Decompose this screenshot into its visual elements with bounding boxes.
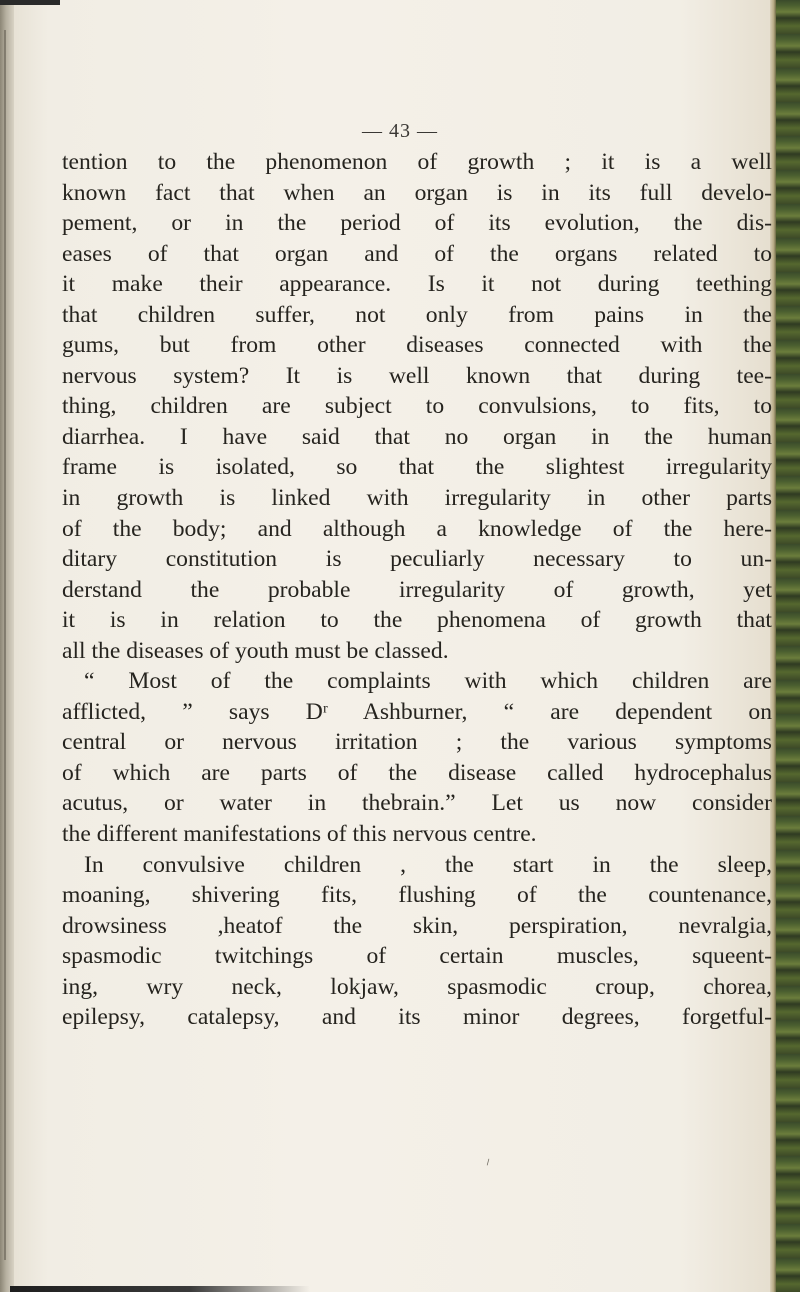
gutter-line [4,30,6,1260]
scan-border-top [0,0,60,5]
text-line: it is in relation to the phenomena of growth that [62,607,772,634]
text-line: epilepsy, catalepsy, and its minor degrees, forgetful- [62,1004,772,1031]
text-line-paragraph-start: “ Most of the complaints with which children are [84,668,772,695]
text-line: thing, children are subject to convulsions, to fits, to [62,393,772,420]
text-line-paragraph-start: In convulsive children , the start in the sleep, [84,851,772,878]
text-line: afflicted, ” says Dʳ Ashburner, “ are dependent on [62,698,772,725]
text-line: it make their appearance. Is it not during teething [62,271,772,298]
text-line: frame is isolated, so that the slightest irregularity [62,454,772,481]
ink-mark: ⸝ [480,1152,494,1169]
text-line: diarrhea. I have said that no organ in the human [62,423,772,450]
text-line: spasmodic twitchings of certain muscles, squeent- [62,943,772,970]
text-line: of the body; and although a knowledge of the here- [62,515,772,542]
text-line: that children suffer, not only from pains in the [62,301,772,328]
page-gutter-edge [0,0,14,1292]
text-line: of which are parts of the disease called hydrocephalus [62,759,772,786]
text-line: moaning, shivering fits, flushing of the countenance, [62,882,772,909]
scan-border-bottom [10,1286,310,1292]
book-cover-edge [772,0,800,1292]
text-line: derstand the probable irregularity of growth, yet [62,576,772,603]
text-line-paragraph-end: the different manifestations of this nervous centre. [62,821,537,848]
text-line: in growth is linked with irregularity in other parts [62,485,772,512]
text-line: ing, wry neck, lokjaw, spasmodic croup, chorea, [62,973,772,1000]
text-line: acutus, or water in thebrain.” Let us now consider [62,790,772,817]
page-number-header: — 43 — [362,120,438,142]
text-line: ditary constitution is peculiarly necessary to un- [62,546,772,573]
text-line: tention to the phenomenon of growth ; it is a well [62,149,772,175]
text-line: eases of that organ and of the organs related to [62,240,772,267]
body-text [62,147,772,1033]
text-line: central or nervous irritation ; the various symptoms [62,729,772,756]
text-line: known fact that when an organ is in its full develo- [62,179,772,206]
text-line: nervous system? It is well known that during tee- [62,362,772,389]
text-line: drowsiness ,heatof the skin, perspiration, nevralgia, [62,912,772,939]
text-line: gums, but from other diseases connected with the [62,332,772,359]
text-line-paragraph-end: all the diseases of youth must be classed. [62,637,449,664]
text-line: pement, or in the period of its evolution, the dis- [62,210,772,237]
